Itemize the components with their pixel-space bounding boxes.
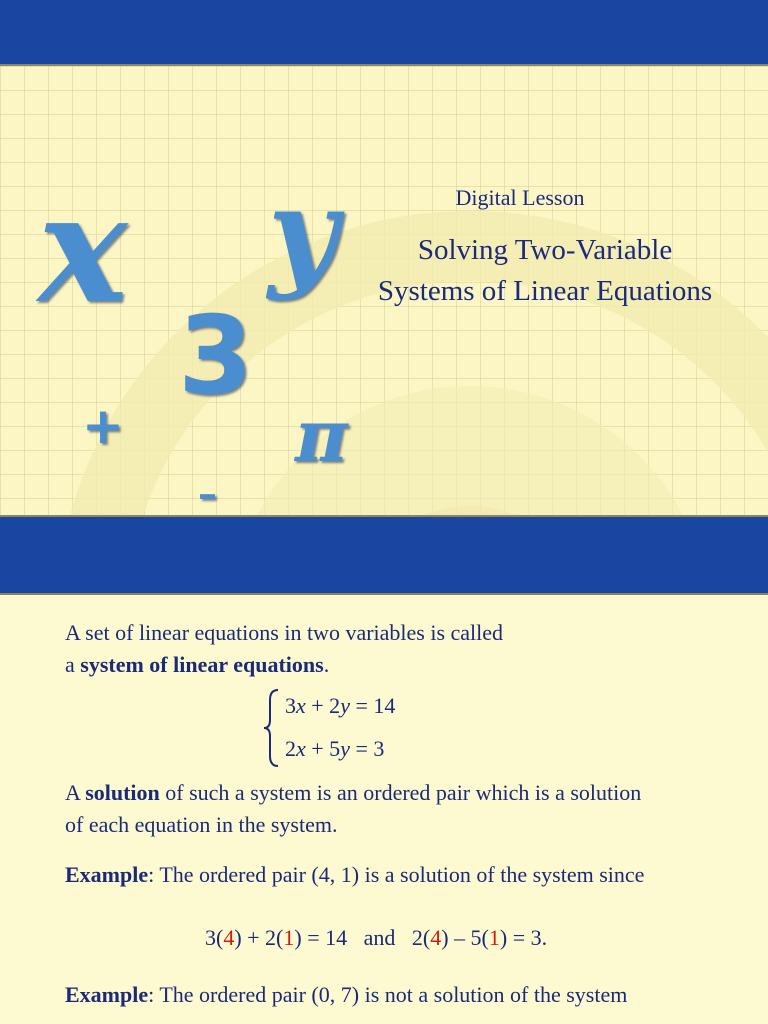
- y-symbol: y: [268, 162, 338, 303]
- lesson-title: [330, 230, 760, 312]
- example-label: Example: [65, 862, 149, 887]
- example-2: Example: The ordered pair (0, 7) is not a solution of the system: [65, 982, 628, 1007]
- content-slide: [0, 595, 768, 1024]
- lesson-subtitle: Digital Lesson: [455, 185, 585, 210]
- term-system: system of linear equations: [80, 652, 324, 677]
- example-1: Example: The ordered pair (4, 1) is a solution of the system since: [65, 862, 645, 887]
- title-line-2: Systems of Linear Equations: [377, 275, 713, 307]
- pi-symbol: π: [295, 393, 348, 478]
- minus-symbol: –: [198, 472, 217, 515]
- example-label: Example: [65, 982, 149, 1007]
- middle-blue-band: [0, 515, 768, 595]
- top-blue-band: [0, 0, 768, 66]
- equation-2: 2x + 5y = 3: [285, 736, 385, 761]
- plus-symbol: +: [82, 397, 124, 455]
- solution-line-2: of each equation in the system.: [65, 812, 338, 837]
- verification-line: 3(4) + 2(1) = 14 and 2(4) – 5(1) = 3.: [205, 925, 548, 950]
- x-symbol: x: [38, 161, 128, 337]
- three-symbol: 3: [178, 294, 254, 419]
- equation-1: 3x + 2y = 14: [285, 693, 396, 718]
- term-solution: solution: [85, 780, 160, 805]
- intro-line-1: A set of linear equations in two variables is called: [65, 620, 504, 645]
- intro-line-2: a system of linear equations.: [65, 652, 330, 677]
- left-brace-icon: [262, 688, 282, 768]
- solution-line-1: A solution of such a system is an ordered pair which is a solution: [65, 780, 642, 805]
- title-line-1: Solving Two-Variable: [417, 234, 673, 266]
